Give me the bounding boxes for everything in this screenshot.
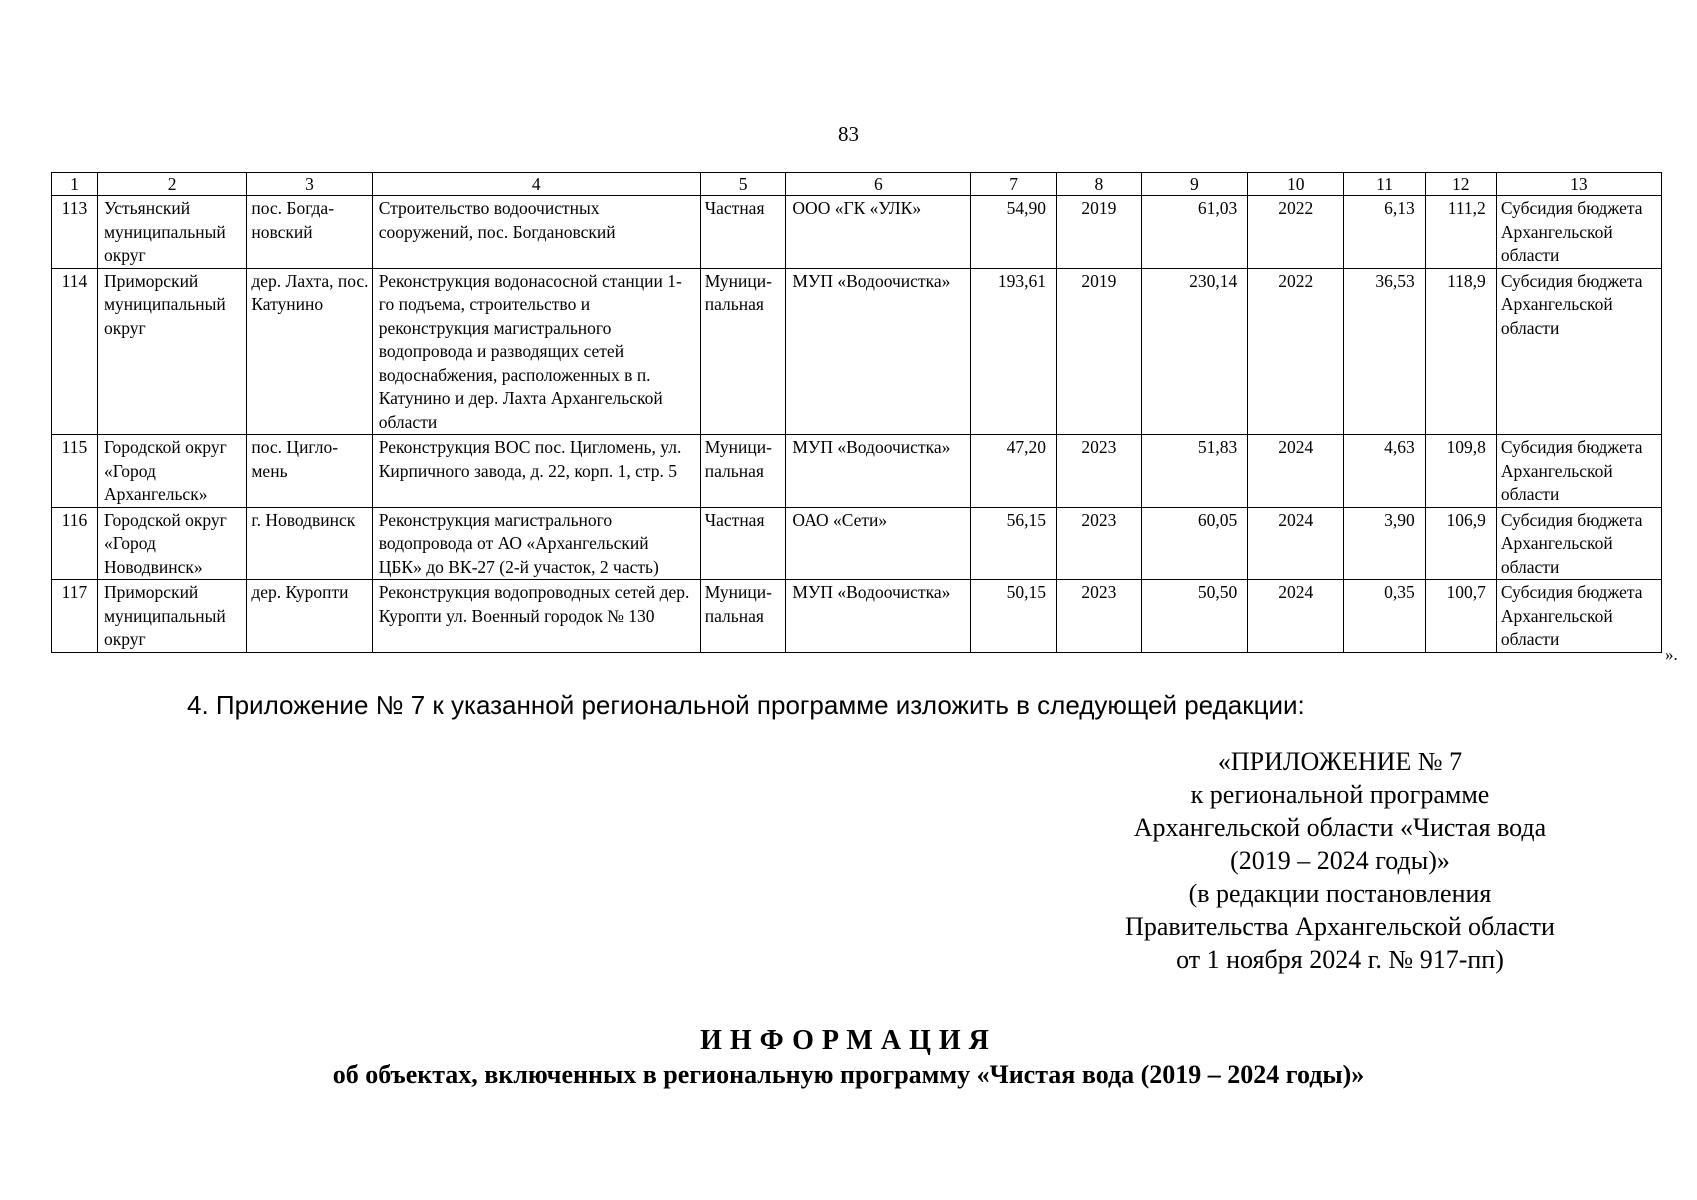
value-cell: 54,90 (971, 196, 1057, 269)
locality-cell: пос. Богда-новский (247, 196, 372, 269)
value-cell: 0,35 (1344, 580, 1425, 653)
closing-quote: ». (1665, 645, 1678, 664)
row-number: 116 (52, 507, 98, 580)
value-cell: 50,15 (971, 580, 1057, 653)
funding-source-cell: Субсидия бюджета Архангельской области (1496, 196, 1661, 269)
column-header: 7 (971, 173, 1057, 196)
table-row (52, 196, 1662, 269)
appendix-line: от 1 ноября 2024 г. № 917-пп) (1176, 945, 1504, 974)
ownership-cell: Частная (700, 196, 786, 269)
funding-source-cell: Субсидия бюджета Архангельской области (1496, 435, 1661, 508)
operator-cell: МУП «Водоочистка» (786, 580, 971, 653)
locality-cell: дер. Куропти (247, 580, 372, 653)
district-cell: Городской округ «Город Новодвинск» (97, 507, 246, 580)
ownership-cell: Муници-пальная (700, 268, 786, 435)
value-cell: 51,83 (1141, 435, 1248, 508)
value-cell: 36,53 (1344, 268, 1425, 435)
value-cell: 56,15 (971, 507, 1057, 580)
object-description-cell: Реконструкция магистрального водопровода от АО «Архангельский ЦБК» до ВК-27 (2-й участок, 2 часть) (372, 507, 700, 580)
row-number: 113 (52, 196, 98, 269)
appendix-line: Правительства Архангельской области (1125, 912, 1555, 941)
year-cell: 2023 (1057, 435, 1142, 508)
appendix-line: «ПРИЛОЖЕНИЕ № 7 (1217, 747, 1463, 776)
column-header: 8 (1057, 173, 1142, 196)
objects-table (51, 172, 1662, 653)
operator-cell: МУП «Водоочистка» (786, 268, 971, 435)
funding-source-cell: Субсидия бюджета Архангельской области (1496, 580, 1661, 653)
ownership-cell: Муници-пальная (700, 580, 786, 653)
row-number: 114 (52, 268, 98, 435)
info-title: ИНФОРМАЦИЯ (700, 1025, 997, 1056)
appendix-line: (2019 – 2024 годы)» (1230, 846, 1450, 875)
value-cell: 3,90 (1344, 507, 1425, 580)
district-cell: Городской округ «Город Архангельск» (97, 435, 246, 508)
info-subtitle: об объектах, включенных в региональную программу «Чистая вода (2019 – 2024 годы)» (332, 1060, 1365, 1089)
value-cell: 106,9 (1425, 507, 1496, 580)
object-description-cell: Реконструкция водонасосной станции 1-го подъема, строительство и реконструкция магистрального водопровода и разводящих сетей водоснабжения, расположенных в п. Катунино и дер. Лахта Архангельской области (372, 268, 700, 435)
operator-cell: ОАО «Сети» (786, 507, 971, 580)
year-cell: 2024 (1248, 580, 1344, 653)
object-description-cell: Реконструкция водопроводных сетей дер. Куропти ул. Военный городок № 130 (372, 580, 700, 653)
year-cell: 2023 (1057, 507, 1142, 580)
value-cell: 111,2 (1425, 196, 1496, 269)
paragraph-4: 4. Приложение № 7 к указанной региональной программе изложить в следующей редакции: (187, 690, 1305, 720)
column-header: 5 (700, 173, 786, 196)
funding-source-cell: Субсидия бюджета Архангельской области (1496, 507, 1661, 580)
value-cell: 193,61 (971, 268, 1057, 435)
appendix-line: (в редакции постановления (1188, 879, 1492, 908)
row-number: 117 (52, 580, 98, 653)
object-description-cell: Строительство водоочистных сооружений, пос. Богдановский (372, 196, 700, 269)
year-cell: 2019 (1057, 196, 1142, 269)
value-cell: 4,63 (1344, 435, 1425, 508)
table-row (52, 580, 1662, 653)
year-cell: 2022 (1248, 268, 1344, 435)
row-number: 115 (52, 435, 98, 508)
column-header: 4 (372, 173, 700, 196)
value-cell: 47,20 (971, 435, 1057, 508)
year-cell: 2024 (1248, 507, 1344, 580)
district-cell: Приморский муниципальный округ (97, 268, 246, 435)
value-cell: 118,9 (1425, 268, 1496, 435)
column-header: 12 (1425, 173, 1496, 196)
value-cell: 6,13 (1344, 196, 1425, 269)
table-row (52, 435, 1662, 508)
year-cell: 2023 (1057, 580, 1142, 653)
column-header: 1 (52, 173, 98, 196)
year-cell: 2022 (1248, 196, 1344, 269)
column-header: 6 (786, 173, 971, 196)
table-row (52, 268, 1662, 435)
year-cell: 2024 (1248, 435, 1344, 508)
value-cell: 50,50 (1141, 580, 1248, 653)
value-cell: 230,14 (1141, 268, 1248, 435)
year-cell: 2019 (1057, 268, 1142, 435)
funding-source-cell: Субсидия бюджета Архангельской области (1496, 268, 1661, 435)
operator-cell: ООО «ГК «УЛК» (786, 196, 971, 269)
value-cell: 61,03 (1141, 196, 1248, 269)
value-cell: 109,8 (1425, 435, 1496, 508)
locality-cell: пос. Цигло-мень (247, 435, 372, 508)
appendix-heading (1085, 745, 1595, 976)
column-header: 11 (1344, 173, 1425, 196)
table-row (52, 507, 1662, 580)
district-cell: Устьянский муниципальный округ (97, 196, 246, 269)
ownership-cell: Муници-пальная (700, 435, 786, 508)
column-header: 2 (97, 173, 246, 196)
operator-cell: МУП «Водоочистка» (786, 435, 971, 508)
column-header: 13 (1496, 173, 1661, 196)
table-header-row (52, 173, 1662, 196)
column-header: 3 (247, 173, 372, 196)
page-number: 83 (838, 122, 859, 146)
locality-cell: дер. Лахта, пос. Катунино (247, 268, 372, 435)
column-header: 9 (1141, 173, 1248, 196)
district-cell: Приморский муниципальный округ (97, 580, 246, 653)
ownership-cell: Частная (700, 507, 786, 580)
value-cell: 60,05 (1141, 507, 1248, 580)
column-header: 10 (1248, 173, 1344, 196)
locality-cell: г. Новодвинск (247, 507, 372, 580)
value-cell: 100,7 (1425, 580, 1496, 653)
appendix-line: к региональной программе (1190, 780, 1490, 809)
object-description-cell: Реконструкция ВОС пос. Цигломень, ул. Кирпичного завода, д. 22, корп. 1, стр. 5 (372, 435, 700, 508)
appendix-line: Архангельской области «Чистая вода (1133, 813, 1547, 842)
